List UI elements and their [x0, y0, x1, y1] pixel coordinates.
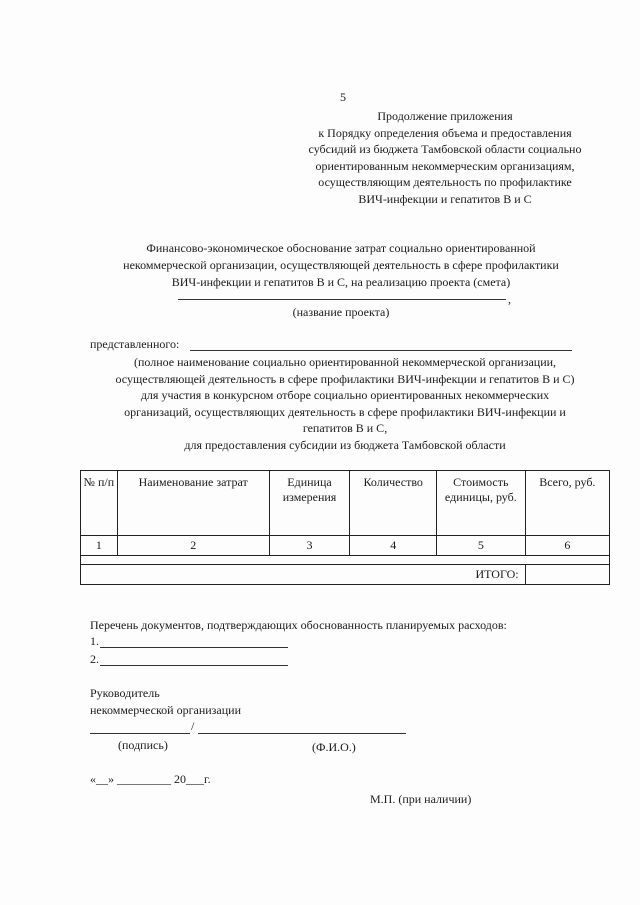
col-header-unit: Единица измерения: [269, 471, 350, 536]
stamp-note: М.П. (при наличии): [370, 792, 472, 806]
document-item-line[interactable]: [100, 665, 288, 666]
table-row: [81, 556, 610, 565]
comma: ,: [508, 292, 511, 306]
project-name-caption: (название проекта): [292, 305, 390, 319]
table-row: [81, 536, 610, 556]
table-cell: 4: [350, 536, 437, 556]
signer-role: Руководитель: [90, 686, 160, 700]
table-cell: 2: [117, 536, 269, 556]
col-header-unit-cost: Стоимость единицы, руб.: [437, 471, 526, 536]
org-desc-line: гепатитов В и С,: [302, 421, 388, 435]
appendix-line: ориентированным некоммерческим организациям,: [315, 158, 575, 173]
table-cell: 5: [437, 536, 526, 556]
org-desc-line: организаций, осуществляющих деятельность в сфере профилактики ВИЧ-инфекции и: [124, 404, 566, 419]
represented-label: представленного:: [90, 337, 180, 351]
col-header-number: № п/п: [81, 471, 118, 536]
total-label: ИТОГО:: [81, 565, 526, 585]
total-value[interactable]: [525, 565, 609, 585]
date-field: «__» _________ 20___г.: [90, 772, 211, 786]
table-cell: 1: [81, 536, 118, 556]
project-name-line[interactable]: [178, 299, 506, 300]
appendix-line: субсидий из бюджета Тамбовской области социально: [308, 142, 582, 156]
table-cell[interactable]: [81, 556, 610, 565]
full-name-caption: (Ф.И.О.): [312, 740, 356, 754]
appendix-line: осуществляющим деятельность по профилактике: [318, 175, 572, 189]
col-header-quantity: Количество: [350, 471, 437, 536]
appendix-header: [282, 108, 608, 207]
org-desc-line: для участия в конкурсном отборе социально ориентированных некоммерческих: [140, 388, 550, 402]
col-header-total: Всего, руб.: [525, 471, 609, 536]
organization-description: [90, 354, 600, 453]
document-item-number: 2.: [90, 652, 99, 666]
page-number: 5: [340, 90, 346, 104]
cost-table: [80, 470, 610, 585]
signature-caption: (подпись): [118, 738, 168, 752]
org-desc-line: для предоставления субсидии из бюджета Тамбовской области: [184, 437, 506, 452]
full-name-line[interactable]: [198, 733, 406, 734]
signature-separator: /: [191, 719, 195, 733]
appendix-line: к Порядку определения объема и предоставления: [318, 125, 572, 140]
appendix-line: Продолжение приложения: [377, 109, 513, 123]
title-line: ВИЧ-инфекции и гепатитов В и С, на реализацию проекта (смета): [171, 275, 511, 289]
title-line: некоммерческой организации, осуществляющей деятельность в сфере профилактики: [123, 258, 559, 272]
org-desc-line: осуществляющей деятельность в сфере профилактики ВИЧ-инфекции и гепатитов В и С): [115, 371, 575, 386]
table-total-row: [81, 565, 610, 585]
table-cell: 3: [269, 536, 350, 556]
signer-organization: некоммерческой организации: [90, 703, 242, 717]
document-title: [90, 240, 592, 291]
signature-line[interactable]: [90, 733, 190, 734]
table-header-row: [81, 471, 610, 536]
title-line: Финансово-экономическое обоснование затрат социально ориентированной: [146, 241, 536, 255]
organization-name-line[interactable]: [190, 350, 572, 351]
col-header-cost-name: Наименование затрат: [117, 471, 269, 536]
table-cell: 6: [525, 536, 609, 556]
document-item-number: 1.: [90, 634, 99, 648]
document-item-line[interactable]: [100, 647, 288, 648]
org-desc-line: (полное наименование социально ориентированной некоммерческой организации,: [133, 355, 557, 369]
appendix-line: ВИЧ-инфекции и гепатитов В и С: [358, 191, 532, 206]
documents-heading: Перечень документов, подтверждающих обоснованность планируемых расходов:: [90, 618, 507, 632]
